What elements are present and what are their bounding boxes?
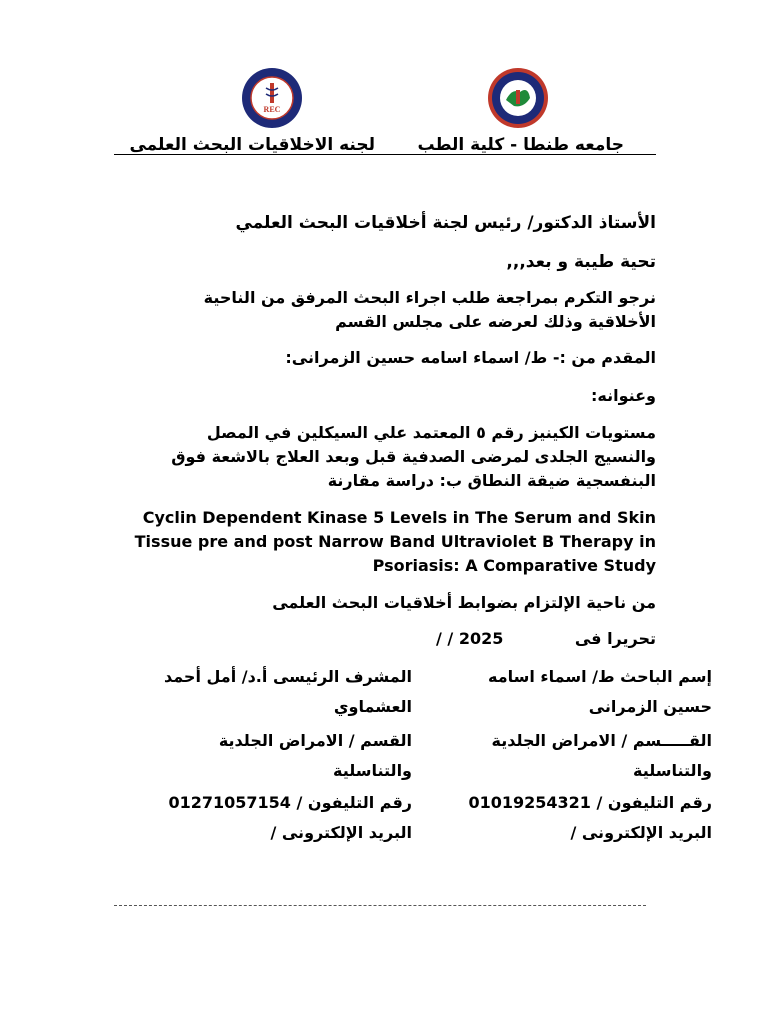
supervisor-block (120, 662, 412, 848)
title-ar-line-3: البنفسجية ضيقة النطاق ب: دراسة مقارنة (327, 471, 656, 490)
greeting: تحية طيبة و بعد,,, (506, 252, 656, 272)
title-en-line-1: Cyclin Dependent Kinase 5 Levels in The Serum and Skin (142, 508, 656, 527)
date-label: تحريرا فى (574, 629, 656, 648)
title-ar-line-2: والنسيج الجلدى لمرضى الصدفية قبل وبعد العلاج بالاشعة فوق (171, 447, 656, 466)
rec-seal-icon (240, 66, 304, 130)
footer-divider (114, 905, 646, 906)
researcher-dept-line-2: والتناسلية (632, 761, 712, 780)
supervisor-name-line-1: المشرف الرئيسى أ.د/ أمل أحمد (163, 667, 412, 686)
supervisor-dept-line-2: والتناسلية (332, 761, 412, 780)
addressee: الأستاذ الدكتور/ رئيس لجنة أخلاقيات البحث العلمي (235, 213, 656, 233)
title-en-line-2: Tissue pre and post Narrow Band Ultraviolet B Therapy in (134, 532, 656, 551)
title-label: وعنوانه: (590, 386, 656, 405)
supervisor-email: البريد الإلكترونى / (270, 823, 412, 842)
researcher-name-line-2: حسين الزمرانى (588, 697, 712, 716)
supervisor-dept-line-1: القسم / الامراض الجلدية (218, 731, 412, 750)
university-name: جامعه طنطا - كلية الطب (417, 135, 624, 155)
supervisor-name-line-2: العشماوي (333, 697, 412, 716)
rec-logo-text: REC (263, 105, 281, 114)
request-line-2: الأخلاقية وذلك لعرضه على مجلس القسم (335, 312, 656, 331)
researcher-block (420, 662, 712, 848)
researcher-email: البريد الإلكترونى / (570, 823, 712, 842)
title-en-line-3: Psoriasis: A Comparative Study (372, 556, 656, 575)
rec-logo (240, 66, 304, 134)
date-value: / / 2025 (436, 629, 504, 648)
supervisor-phone: رقم التليفون / 01271057154 (168, 793, 412, 812)
researcher-dept-line-1: القـــــسم / الامراض الجلدية (491, 731, 712, 750)
researcher-phone: رقم التليفون / 01019254321 (468, 793, 712, 812)
header-divider (114, 154, 656, 155)
title-ar-line-1: مستويات الكينيز رقم ٥ المعتمد علي السيكلين في المصل (206, 423, 656, 442)
request-line-1: نرجو التكرم بمراجعة طلب اجراء البحث المرفق من الناحية (203, 288, 656, 307)
faculty-logo (486, 66, 550, 134)
committee-name: لجنه الاخلاقيات البحث العلمى (129, 135, 375, 155)
faculty-seal-icon (486, 66, 550, 130)
submitted-by: المقدم من :- ط/ اسماء اسامه حسين الزمرانى: (285, 348, 656, 367)
compliance-line: من ناحية الإلتزام بضوابط أخلاقيات البحث العلمى (272, 593, 656, 612)
researcher-name-line-1: إسم الباحث ط/ اسماء اسامه (488, 667, 712, 686)
